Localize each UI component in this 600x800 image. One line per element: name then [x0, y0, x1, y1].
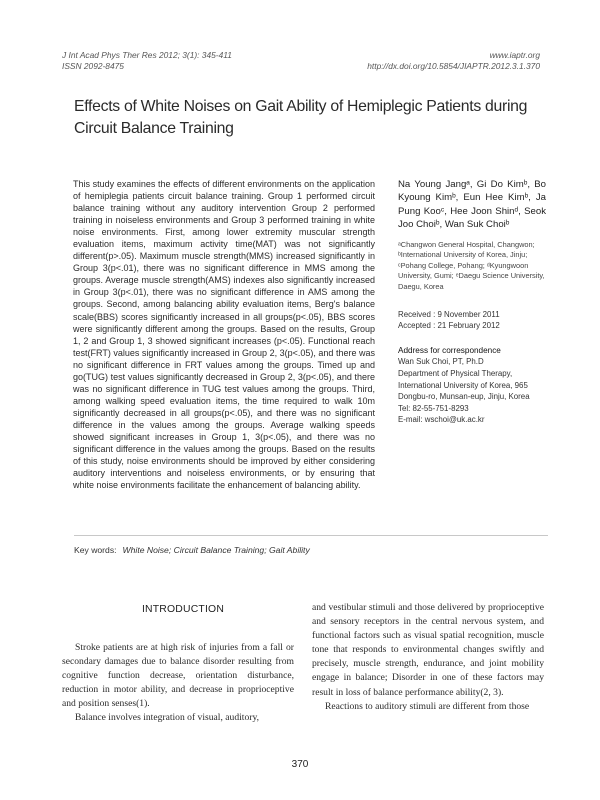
author-info	[398, 178, 546, 426]
keywords	[74, 545, 310, 555]
accepted-date: Accepted : 21 February 2012	[398, 321, 500, 331]
correspondence-heading: Address for correspondence	[398, 345, 501, 355]
abstract: This study examines the effects of different environments on the application of hemiplegia patients circuit balance training. Group 1 performed circuit balance training without any auditory intervention Group 2 performed training in noiseless environments and Group 3 performed training in white noise environments. First, among lower extremity muscular strength evaluation items, maximum activity time(MAT) was not significantly different(p>.05). Maximum muscle strength(MMS) increased significantly in Group 3(p<.01), there was no significant difference in MMS among the groups. Average muscle strength(AMS) indexes also significantly increased in Group 3(p<.01), there was no significant difference in AMS among the groups. Second, among balancing ability evaluation items, Berg's balance scale(BBS) scores significantly increased in all groups(p<.05), BBS scores were significantly different among the groups. Based on the results, Group 1, 2 and Group 1, 3 showed significant increases (p<.05). Functional reach test(FRT) values significantly increased in Group 2, 3(p<.05), and there was no significant difference in FRT values among the groups. Timed up and go(TUG) test values significantly decreased in Group 2, 3(p<.05), and there was no significant difference in TUG test values among the groups. Third, among walking speed evaluation items, the time required to walk 10m significantly decreased in all groups(p<.05), and there was no significant difference in the values among the groups. Average walking speeds showed significant increases in Group 1, 3(p<.05), and there was no significant difference in the values among the groups. Based on the results of this study, noise environments should be improved by either considering auditory interventions and noiseless environments, or by ensuring that white noise environments facilitate the enhancement of balancing ability.	[73, 179, 375, 491]
correspondence-name: Wan Suk Choi, PT, Ph.D	[398, 357, 484, 367]
paragraph: and vestibular stimuli and those delivered by proprioceptive and sensory receptors in the central nervous system, and functional factors such as visual spatial recognition, muscle tone that responds to environmental changes swiftly and precisely, muscle strength, endurance, and joint mobility engage in balance; Disorder in one of these factors may result in loss of balance performance ability(2, 3).	[312, 602, 544, 698]
correspondence-phone: Tel: 82-55-751-8293	[398, 403, 469, 413]
issn: ISSN 2092-8475	[62, 61, 124, 71]
body-column-right	[312, 601, 544, 714]
paragraph: Stroke patients are at high risk of injuries from a fall or secondary damages due to balance disorder resulting from cognitive function decrease, orientation disturbance, reduction in motor ability, and decrease in proprioceptive and position senses(1).	[62, 642, 294, 710]
article-dates	[398, 309, 546, 332]
journal-site-link[interactable]: www.iaptr.org	[489, 50, 540, 60]
received-date: Received : 9 November 2011	[398, 309, 500, 319]
paragraph: Reactions to auditory stimuli are different from those	[325, 700, 530, 712]
keywords-label: Key words:	[74, 545, 117, 555]
page-number: 370	[291, 759, 309, 770]
paper-title: Effects of White Noises on Gait Ability of Hemiplegic Patients during Circuit Balance Training	[74, 98, 528, 137]
journal-citation: J Int Acad Phys Ther Res 2012; 3(1): 345-411	[62, 50, 232, 60]
body-column-left	[62, 641, 294, 726]
section-divider	[74, 535, 548, 536]
author-list: Na Young Jangᵃ, Gi Do Kimᵇ, Bo Kyoung Kimᵇ, Eun Hee Kimᵇ, Ja Pung Kooᶜ, Hee Joon Shinᵈ, Seok Joo Choiᵇ, Wan Suk Choiᵇ	[398, 179, 546, 231]
introduction-heading: INTRODUCTION	[141, 604, 225, 615]
affiliations: ᵃChangwon General Hospital, Changwon; ᵇInternational University of Korea, Jinju; ᶜPohang College, Pohang; ᵈKyungwoon University, Gumi; ᵉDaegu Science University, Daegu, Korea	[398, 239, 545, 291]
keywords-value: White Noise; Circuit Balance Training; Gait Ability	[122, 545, 310, 555]
journal-header	[62, 50, 232, 72]
paragraph: Balance involves integration of visual, auditory,	[75, 712, 260, 724]
correspondence	[398, 345, 546, 426]
correspondence-email[interactable]: E-mail: wschoi@uk.ac.kr	[398, 415, 485, 425]
correspondence-address: Department of Physical Therapy, International University of Korea, 965 Dongbu-ro, Munsan-eup, Jinju, Korea	[398, 368, 530, 402]
doi-header	[367, 50, 540, 72]
doi-link[interactable]: http://dx.doi.org/10.5854/JIAPTR.2012.3.1.370	[367, 61, 540, 71]
